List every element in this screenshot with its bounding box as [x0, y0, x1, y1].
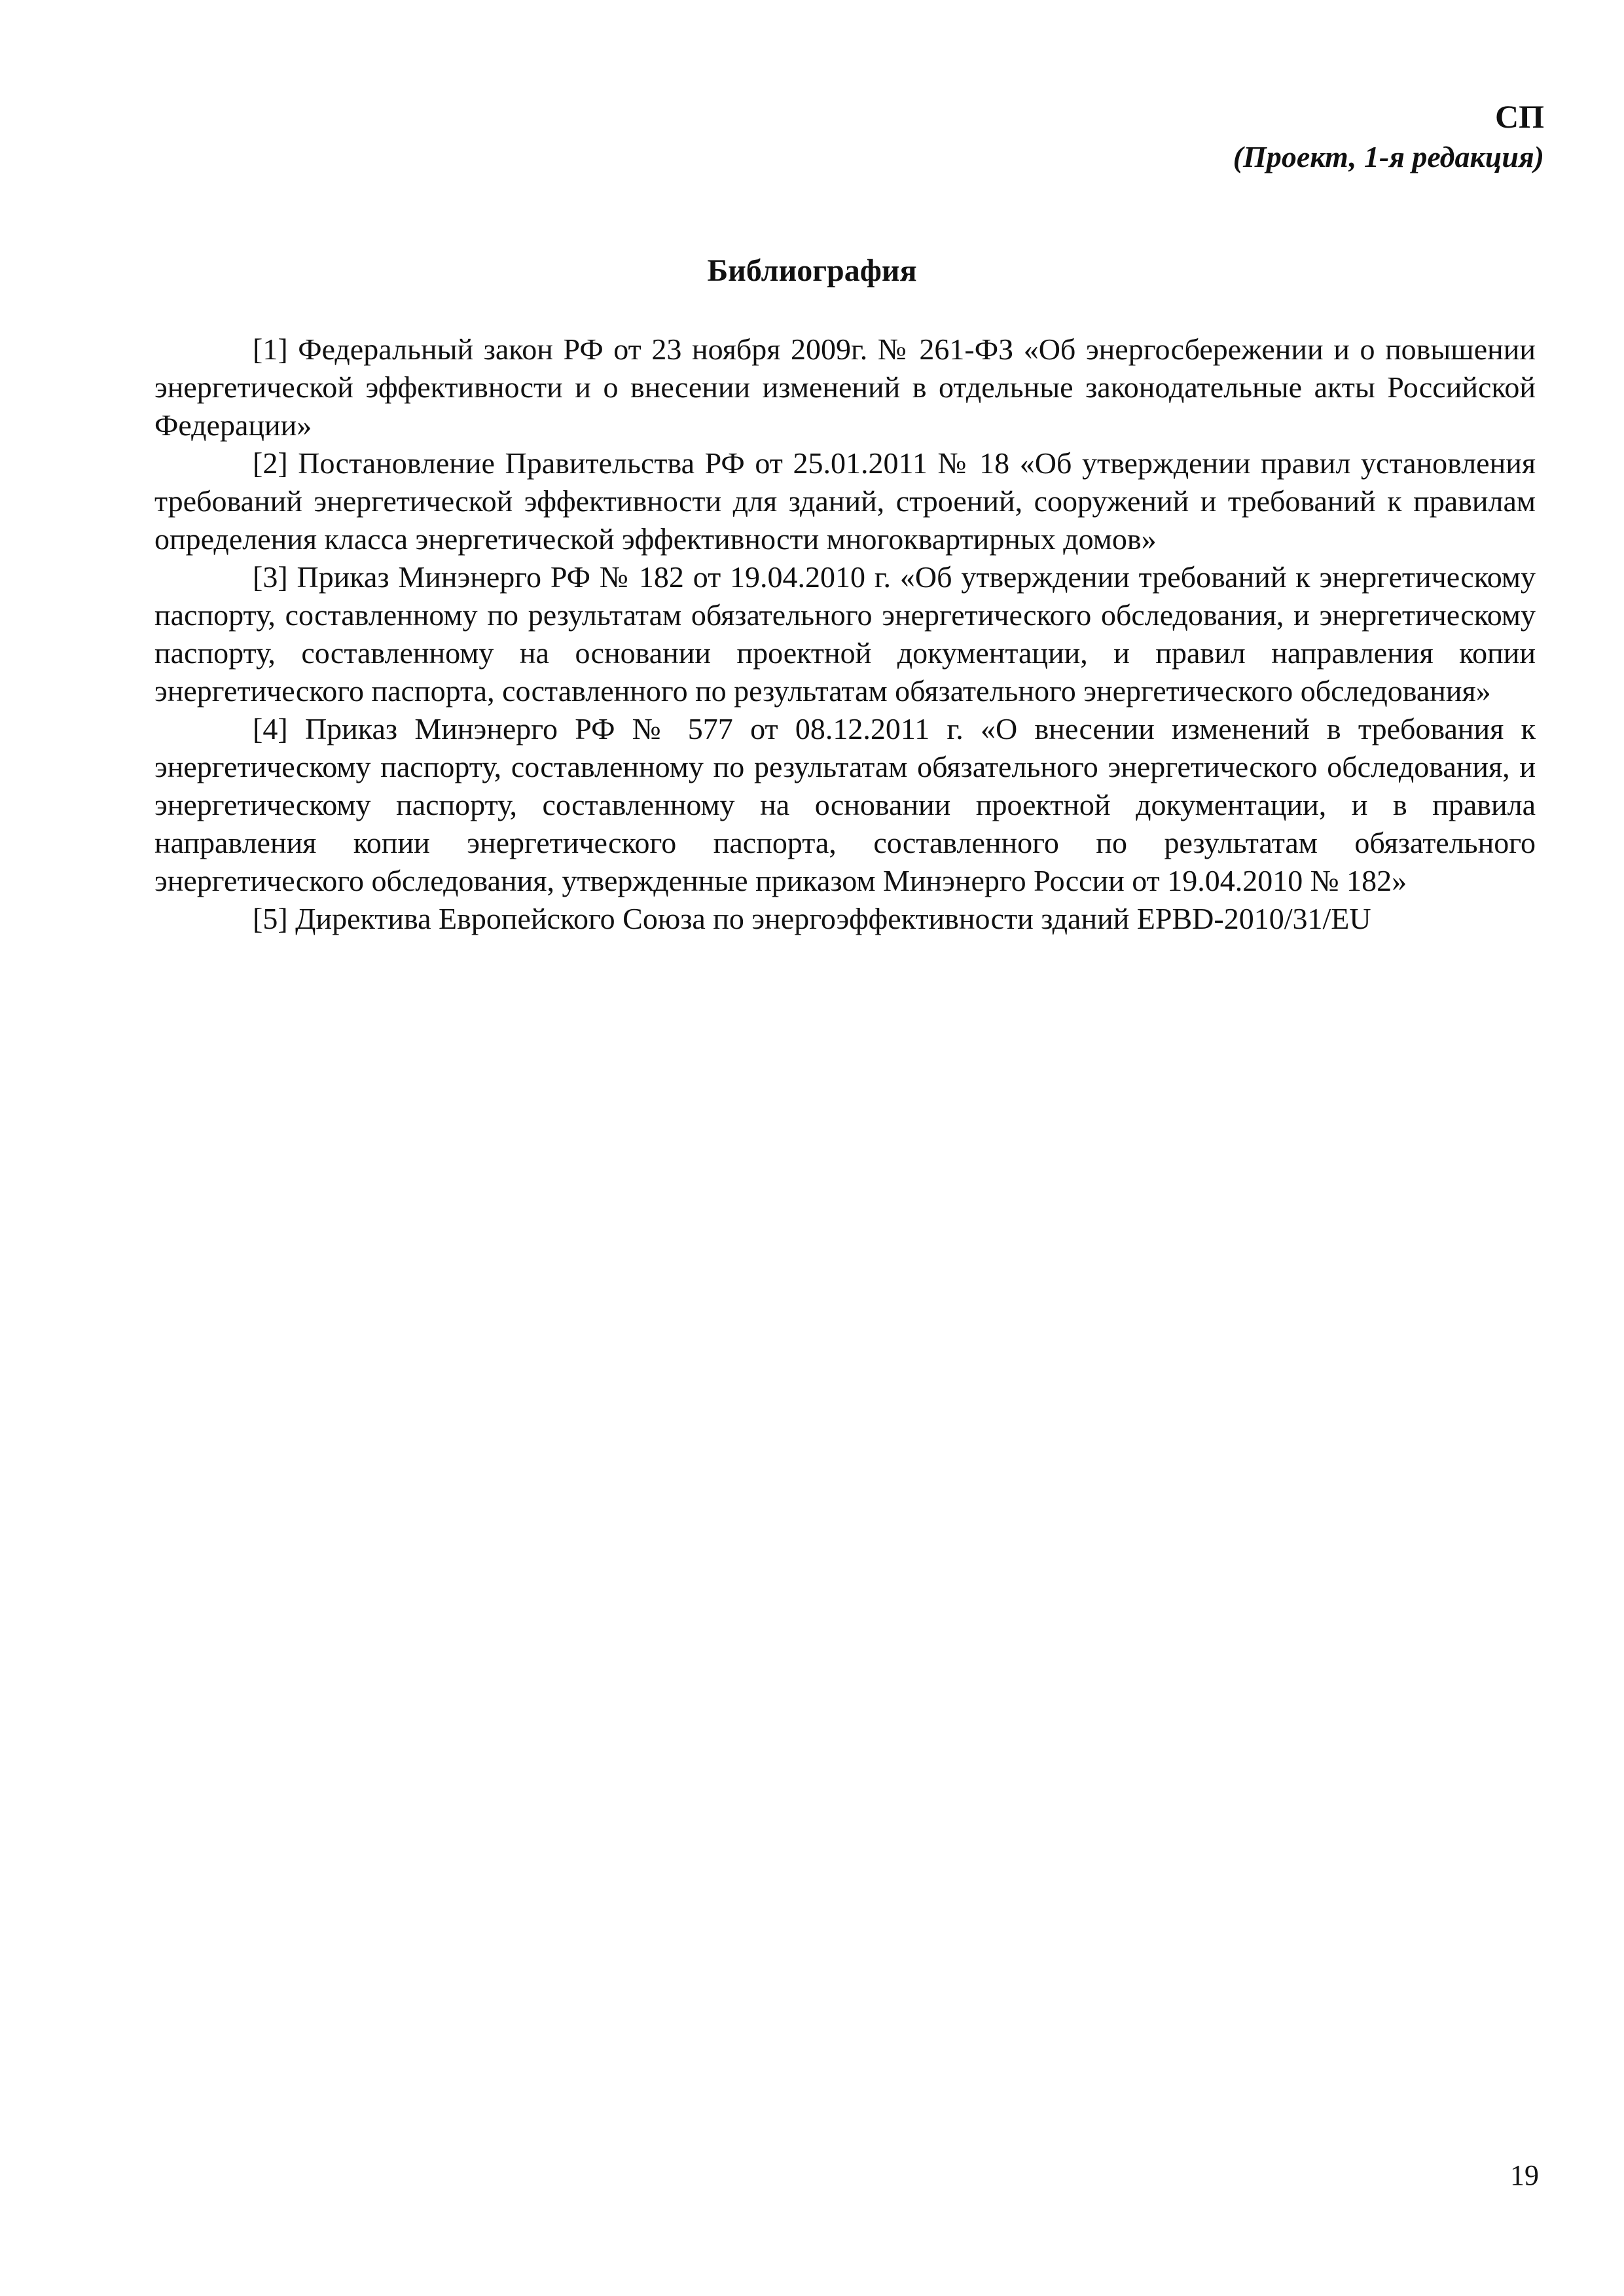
bibliography-entry: [4] Приказ Минэнерго РФ № 577 от 08.12.2011 г. «О внесении изменений в требования к энергетическому паспорту, составленному по результатам обязательного энергетического обследования, и энергетическому паспорту, составленному на основании проектной документации, и в правила направления копии энергетического паспорта, составленного по результатам обязательного энергетического обследования, утвержденные приказом Минэнерго России от 19.04.2010 № 182»	[154, 712, 1536, 897]
document-edition: (Проект, 1-я редакция)	[1233, 140, 1544, 173]
bibliography-title: Библиография	[707, 253, 917, 288]
bibliography-entry: [5] Директива Европейского Союза по энергоэффективности зданий EPBD-2010/31/EU	[253, 902, 1371, 935]
bibliography-entry: [1] Федеральный закон РФ от 23 ноября 2009г. № 261-ФЗ «Об энергосбережении и о повышении энергетической эффективности и о внесении изменений в отдельные законодательные акты Российской Федерации»	[154, 332, 1536, 442]
document-code: СП	[1495, 98, 1544, 135]
page-number: 19	[1510, 2159, 1539, 2191]
bibliography-entry: [3] Приказ Минэнерго РФ № 182 от 19.04.2010 г. «Об утверждении требований к энергетическому паспорту, составленному по результатам обязательного энергетического обследования, и энергетическому паспорту, составленному на основании проектной документации, и правил направления копии энергетического паспорта, составленного по результатам обязательного энергетического обследования»	[154, 560, 1536, 708]
page-header	[1233, 96, 1544, 177]
bibliography-list	[154, 331, 1536, 938]
bibliography-entry: [2] Постановление Правительства РФ от 25.01.2011 № 18 «Об утверждении правил установления требований энергетической эффективности для зданий, строений, сооружений и требований к правилам определения класса энергетической эффективности многоквартирных домов»	[154, 446, 1536, 556]
